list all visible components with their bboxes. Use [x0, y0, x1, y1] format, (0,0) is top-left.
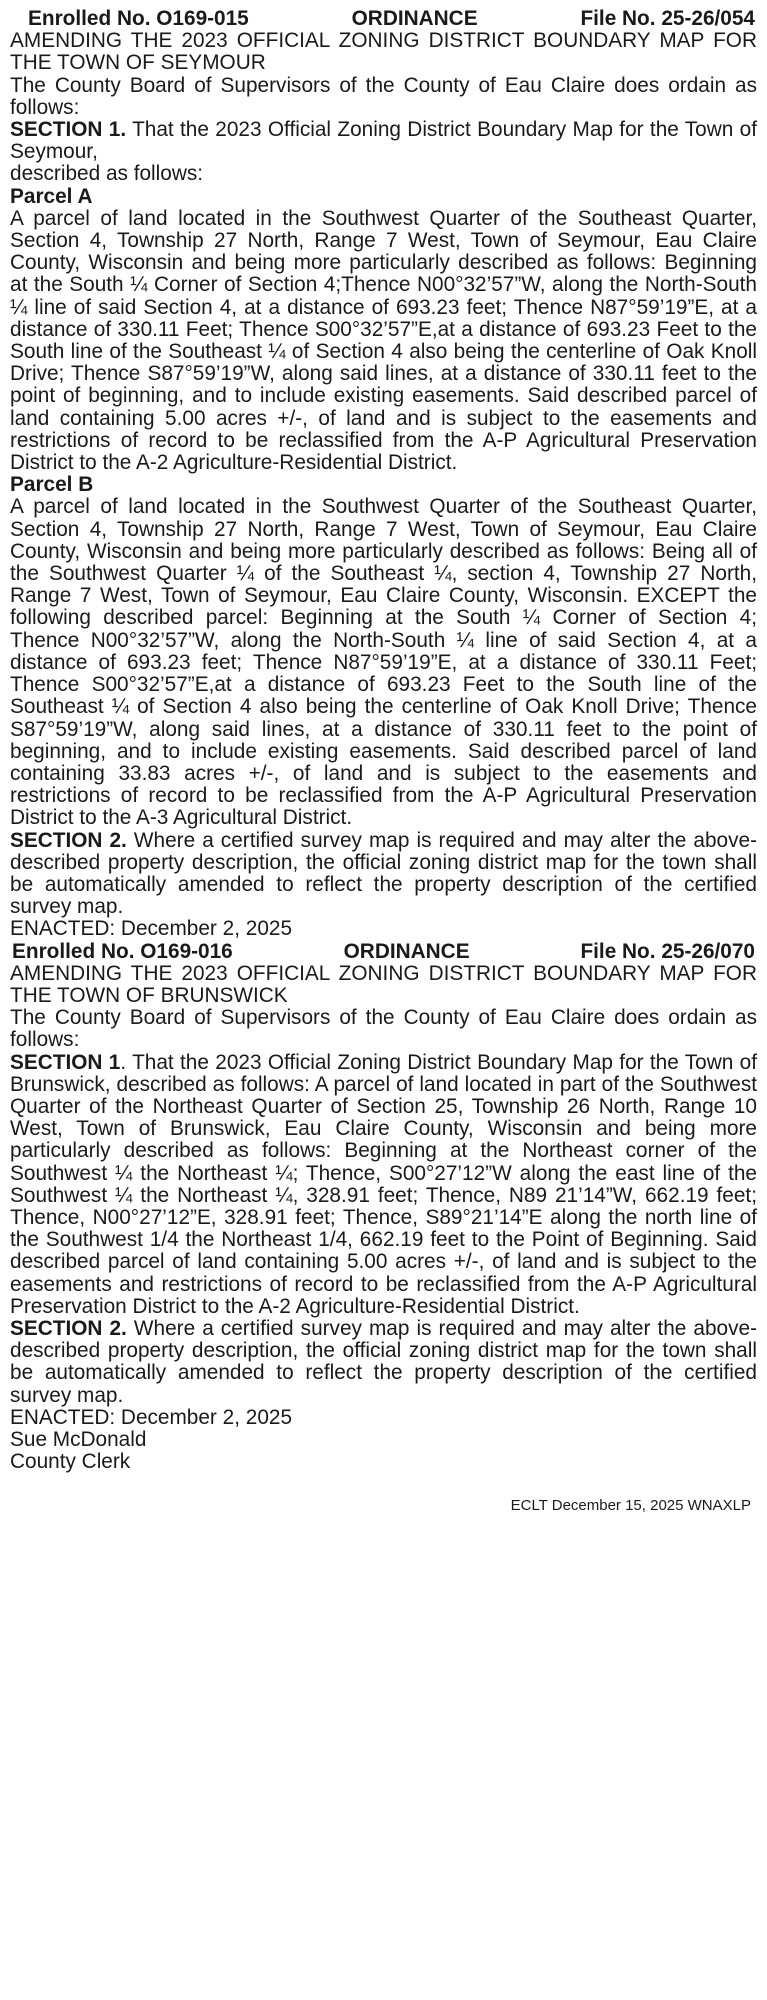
section-1-label: SECTION 1. [10, 118, 127, 142]
enrolled-number: Enrolled No. O169-016 [12, 939, 233, 963]
ordinance-2-section-1 [10, 1052, 757, 1318]
section-2-text: Where a certified survey map is required and may alter the above-described property description, the official zoning district map for the town shall be automatically amended to reflect the property description of the certified survey map. [10, 828, 758, 919]
ordinance-label: ORDINANCE [351, 7, 478, 30]
section-1-text: That the 2023 Official Zoning District Boundary Map for the Town of Seymour, [10, 118, 758, 164]
ordinance-1-section-1 [10, 119, 757, 163]
enrolled-number: Enrolled No. O169-015 [28, 7, 249, 30]
ordinance-1-header [10, 8, 757, 30]
file-number: File No. 25-26/054 [580, 7, 755, 30]
ordinance-2-header [10, 941, 757, 963]
ordinance-1-ordain: The County Board of Supervisors of the County of Eau Claire does ordain as follows: [10, 73, 757, 119]
section-2-label: SECTION 2. [10, 828, 127, 852]
ordinance-1-enacted: ENACTED: December 2, 2025 [10, 917, 293, 941]
parcel-a-heading: Parcel A [10, 184, 93, 208]
section-1-label: SECTION 1 [10, 1050, 121, 1074]
ordinance-label: ORDINANCE [343, 939, 470, 963]
ordinance-1-title: AMENDING THE 2023 OFFICIAL ZONING DISTRICT BOUNDARY MAP FOR THE TOWN OF SEYMOUR [10, 29, 757, 75]
ordinance-1-section-2 [10, 830, 757, 919]
ordinance-2-ordain: The County Board of Supervisors of the County of Eau Claire does ordain as follows: [10, 1006, 757, 1052]
section-1-text: . That the 2023 Official Zoning District Boundary Map for the Town of Brunswick, described as follows: A parcel of land located in part of the Southwest Quarter of the Northeast Quarter of Section 25, Township 26 North, Range 10 West, Town of Brunswick, Eau Claire County, Wisconsin and being more particularly described as follows: Beginning at the Northeast corner of the Southwest ¼ the Northeast ¼; Thence, S00°27’12”W along the east line of the Southwest ¼ the Northeast ¼, 328.91 feet; Thence, N89 21’14”W, 662.19 feet; Thence, N00°27’12”E, 328.91 feet; Thence, S89°21’14”E along the north line of the Southwest 1/4 the Northeast 1/4, 662.19 feet to the Point of Beginning. Said described parcel of land containing 5.00 acres +/-, of land and is subject to the easements and restrictions of record to be reclassified from the A-P Agricultural Preservation District to the A-2 Agriculture-Residential District. [10, 1050, 757, 1318]
ordinance-2-section-2 [10, 1318, 757, 1407]
publication-footer: ECLT December 15, 2025 WNAXLP [510, 1497, 751, 1515]
ordinance-2-title: AMENDING THE 2023 OFFICIAL ZONING DISTRICT BOUNDARY MAP FOR THE TOWN OF BRUNSWICK [10, 961, 757, 1007]
signer-name: Sue McDonald [10, 1428, 147, 1451]
ordinance-2-enacted: ENACTED: December 2, 2025 [10, 1405, 293, 1429]
ordinance-1-section-1-cont: described as follows: [10, 162, 204, 186]
parcel-b-heading: Parcel B [10, 473, 94, 497]
parcel-a-text: A parcel of land located in the Southwest Quarter of the Southeast Quarter, Section 4, Township 27 North, Range 7 West, Town of Seymour, Eau Claire County, Wisconsin and being more particularly described as follows: Beginning at the South ¼ Corner of Section 4;Thence N00°32’57”W, along the North-South ¼ line of said Section 4, at a distance of 693.23 feet; Thence N87°59’19”E, at a distance of 330.11 Feet; Thence S00°32’57”E,at a distance of 693.23 Feet to the South line of the Southeast ¼ of Section 4 also being the centerline of Oak Knoll Drive; Thence S87°59’19”W, along said lines, at a distance of 330.11 feet to the point of beginning, and to include existing easements. Said described parcel of land containing 5.00 acres +/-, of land and is subject to the easements and restrictions of record to be reclassified from the A-P Agricultural Preservation District to the A-2 Agriculture-Residential District. [10, 206, 757, 475]
section-2-label: SECTION 2. [10, 1316, 127, 1340]
file-number: File No. 25-26/070 [580, 939, 755, 963]
section-2-text: Where a certified survey map is required and may alter the above-described property description, the official zoning district map for the town shall be automatically amended to reflect the property description of the certified survey map. [10, 1316, 758, 1407]
signer-title: County Clerk [10, 1450, 131, 1474]
parcel-b-text: A parcel of land located in the Southwest Quarter of the Southeast Quarter, Section 4, Township 27 North, Range 7 West, Town of Seymour, Eau Claire County, Wisconsin and being more particularly described as follows: Being all of the Southwest Quarter ¼ of the Southeast ¼, section 4, Township 27 North, Range 7 West, Town of Seymour, Eau Claire County, Wisconsin. EXCEPT the following described parcel: Beginning at the South ¼ Corner of Section 4; Thence N00°32’57”W, along the North-South ¼ line of said Section 4, at a distance of 693.23 feet; Thence N87°59’19”E, at a distance of 330.11 Feet; Thence S00°32’57”E,at a distance of 693.23 Feet to the South line of the Southeast ¼ of Section 4 also being the centerline of Oak Knoll Drive; Thence S87°59’19”W, along said lines, at a distance of 330.11 feet to the point of beginning, and to include existing easements. Said described parcel of land containing 33.83 acres +/-, of land and is subject to the easements and restrictions of record to be reclassified from the A-P Agricultural Preservation District to the A-3 Agricultural District. [10, 495, 757, 830]
